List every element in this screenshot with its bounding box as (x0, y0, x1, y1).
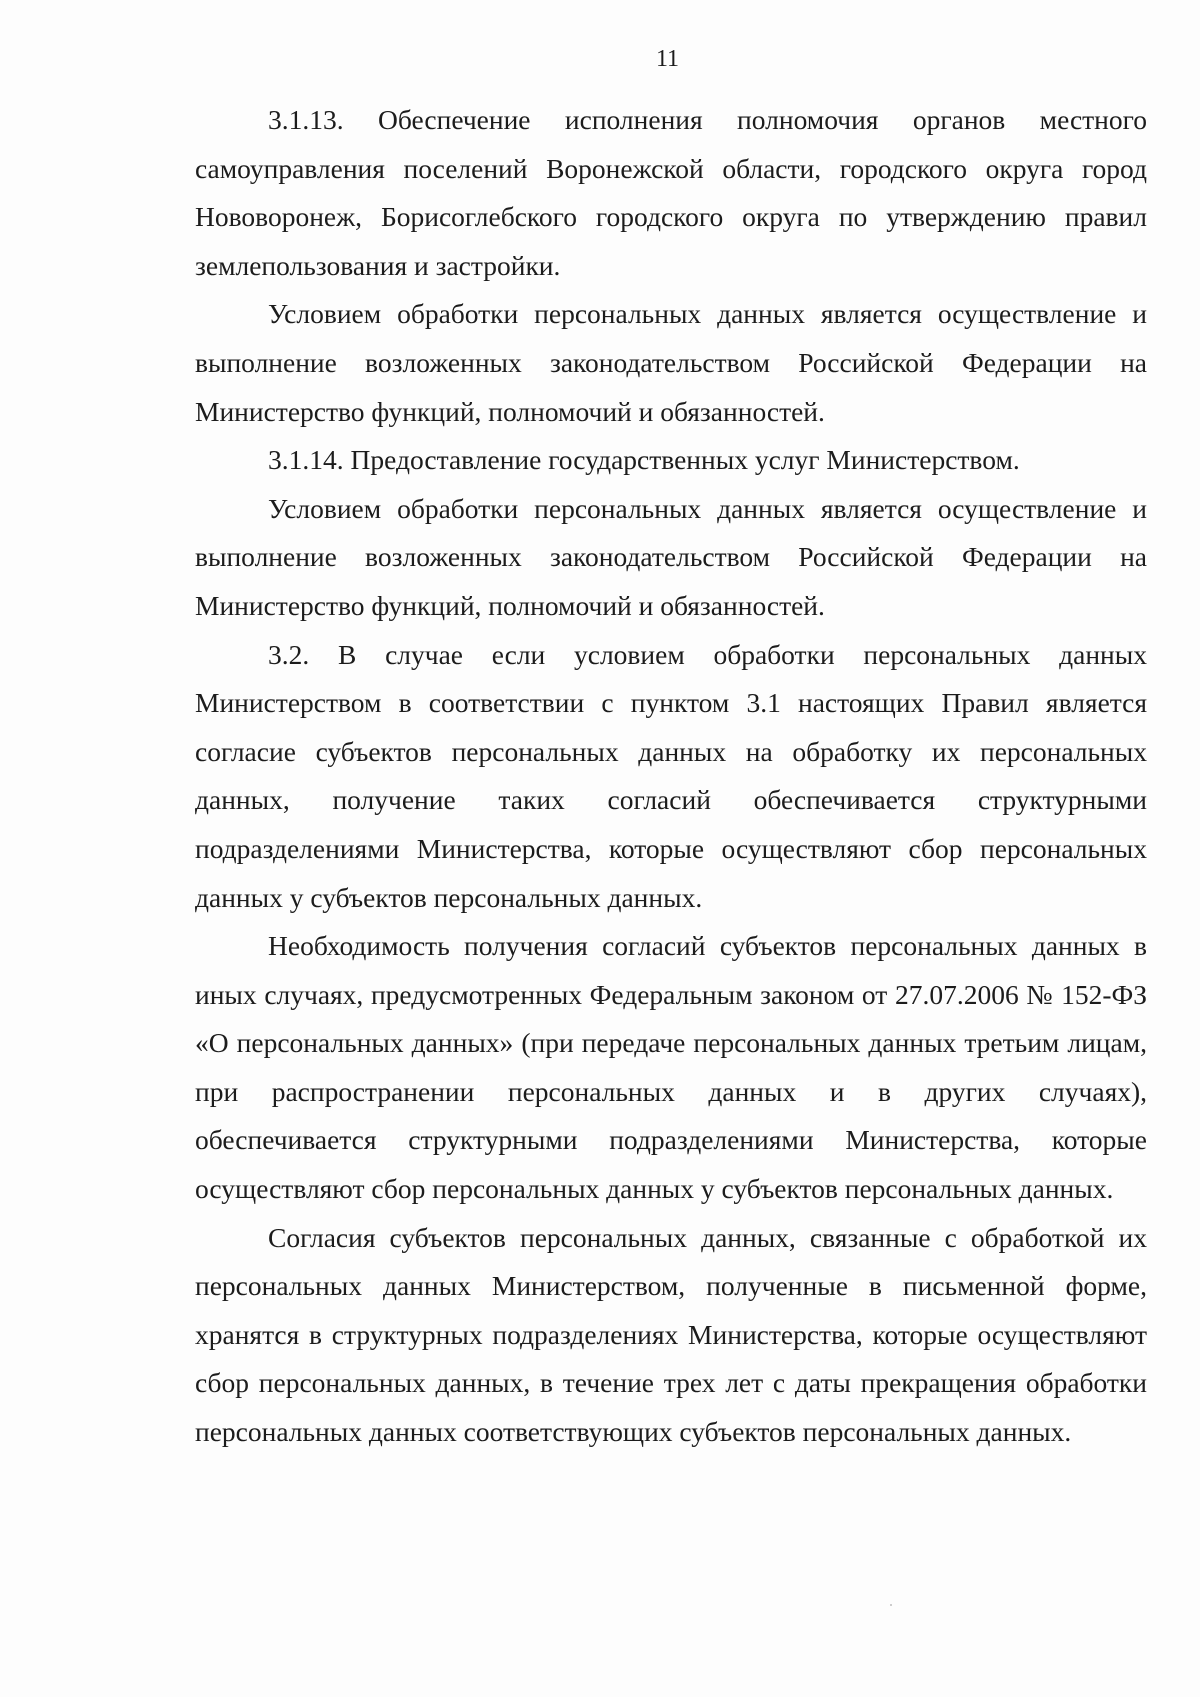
paragraph-condition-1: Условием обработки персональных данных является осуществление и выполнение возложенных законодательством Российской Федерации на Министерство функций, полномочий и обязанностей. (195, 298, 1147, 427)
paragraph-3-2: 3.2. В случае если условием обработки персональных данных Министерством в соответствии с пунктом 3.1 настоящих Правил является согласие субъектов персональных данных на обработку их персональных данных, получение таких согласий обеспечивается структурными подразделениями Министерства, которые осуществляют сбор персональных данных у субъектов персональных данных. (195, 638, 1147, 913)
paragraph-condition-2: Условием обработки персональных данных является осуществление и выполнение возложенных законодательством Российской Федерации на Министерство функций, полномочий и обязанностей. (195, 492, 1147, 621)
document-body (195, 96, 1147, 1457)
scan-artifact (890, 1604, 892, 1606)
paragraph-consent-necessity: Необходимость получения согласий субъектов персональных данных в иных случаях, предусмотренных Федеральным законом от 27.07.2006 № 152-ФЗ «О персональных данных» (при передаче персональных данных третьим лицам, при распространении персональных данных и в других случаях), обеспечивается структурными подразделениями Министерства, которые осуществляют сбор персональных данных у субъектов персональных данных. (195, 930, 1147, 1205)
page-number: 11 (655, 46, 680, 72)
paragraph-consent-storage: Согласия субъектов персональных данных, связанные с обработкой их персональных данных Министерством, полученные в письменной форме, хранятся в структурных подразделениях Министерства, которые осуществляют сбор персональных данных, в течение трех лет с даты прекращения обработки персональных данных соответствующих субъектов персональных данных. (195, 1221, 1147, 1448)
paragraph-3-1-13: 3.1.13. Обеспечение исполнения полномочия органов местного самоуправления поселений Воронежской области, городского округа город Нововоронеж, Борисоглебского городского округа по утверждению правил землепользования и застройки. (195, 104, 1147, 281)
paragraph-3-1-14: 3.1.14. Предоставление государственных услуг Министерством. (268, 444, 1020, 476)
